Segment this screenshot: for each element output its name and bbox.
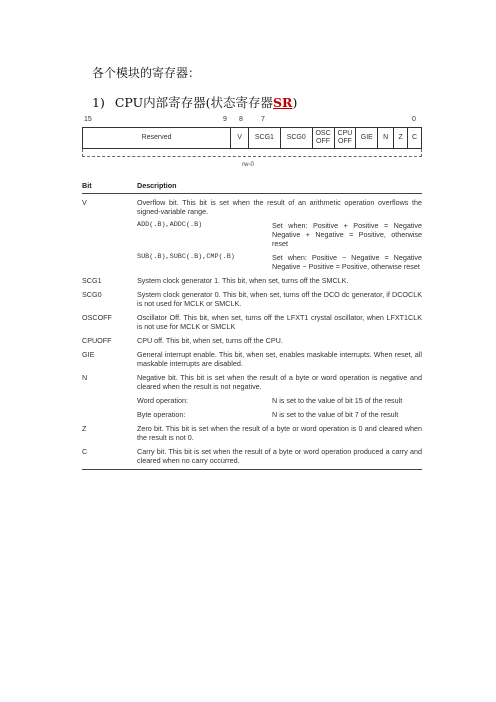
- table-header: [82, 181, 422, 194]
- heading-highlight: SR: [273, 95, 293, 110]
- table-bottom-rule: [82, 468, 422, 470]
- sub-row: [137, 396, 422, 405]
- field-c: C: [407, 128, 421, 148]
- heading-number: 1): [92, 95, 105, 110]
- sub-key: Byte operation:: [137, 410, 186, 419]
- field-cpuoff: CPU OFF: [334, 128, 356, 148]
- sub-key: SUB(.B),SUBC(.B),CMP(.B): [137, 253, 235, 261]
- status-register-diagram: [82, 127, 422, 149]
- bit-number: 9: [223, 116, 227, 123]
- table-row: [82, 424, 422, 442]
- table-row: [82, 276, 422, 285]
- bit-number: 8: [239, 116, 243, 123]
- sub-row: [137, 221, 422, 248]
- row-bit: N: [82, 373, 88, 382]
- bit-number: 15: [84, 116, 92, 123]
- sub-row: [137, 253, 422, 271]
- sub-key: ADD(.B),ADDC(.B): [137, 221, 203, 229]
- bit-number: 0: [412, 116, 416, 123]
- bit-number: 7: [261, 116, 265, 123]
- row-bit: V: [82, 198, 87, 207]
- row-bit: Z: [82, 424, 87, 433]
- row-bit: CPUOFF: [82, 336, 112, 345]
- intro-text: 各个模块的寄存器：: [92, 66, 201, 80]
- access-label: rw-0: [242, 162, 254, 168]
- bit-description-table: [82, 181, 422, 470]
- heading-close: ): [292, 95, 298, 110]
- row-bit: SCG1: [82, 276, 102, 285]
- row-bit: GIE: [82, 350, 95, 359]
- row-description: System clock generator 1. This bit, when set, turns off the SMCLK.: [137, 276, 349, 285]
- field-reserved: Reserved: [141, 134, 172, 141]
- bit-numbers: [0, 116, 496, 126]
- row-description: Zero bit. This bit is set when the result of a byte or word operation is 0 and cleared when the result is not 0.: [137, 424, 422, 442]
- field-n: N: [377, 128, 393, 148]
- row-description: General interrupt enable. This bit, when set, enables maskable interrupts. When reset, all maskable interrupts are disabled.: [137, 350, 422, 368]
- row-description: Overflow bit. This bit is set when the result of an arithmetic operation overflows the signed-variable range.: [137, 198, 422, 216]
- table-row: [82, 290, 422, 308]
- field-v: V: [230, 128, 248, 148]
- field-oscoff: OSC OFF: [312, 128, 334, 148]
- sub-value: N is set to the value of bit 7 of the result: [272, 410, 399, 419]
- heading-text: CPU内部寄存器(状态寄存器: [114, 95, 274, 110]
- table-row: [82, 198, 422, 271]
- field-gie: GIE: [355, 128, 377, 148]
- sub-value: Set when: Positive − Negative = Negative Negative − Positive = Positive, otherwise reset: [272, 253, 422, 271]
- row-bit: OSCOFF: [82, 313, 112, 322]
- table-row: [82, 313, 422, 331]
- field-z: Z: [393, 128, 407, 148]
- header-bit: Bit: [82, 181, 92, 190]
- row-description: Oscillator Off. This bit, when set, turns off the LFXT1 crystal oscillator, when LFXT1CLK is not use for MCLK or SMCLK: [137, 313, 422, 331]
- row-description: System clock generator 0. This bit, when set, turns off the DCO dc generator, if DCOCLK is not used for MCLK or SMCLK.: [137, 290, 422, 308]
- row-description: CPU off. This bit, when set, turns off the CPU.: [137, 336, 283, 345]
- table-row: [82, 447, 422, 465]
- row-bit: SCG0: [82, 290, 102, 299]
- row-description: Negative bit. This bit is set when the result of a byte or word operation is negative and cleared when the result is not negative.: [137, 373, 422, 391]
- sub-value: N is set to the value of bit 15 of the result: [272, 396, 403, 405]
- table-row: [82, 350, 422, 368]
- sub-value: Set when: Positive + Positive = Negative Negative + Negative = Positive, otherwise reset: [272, 221, 422, 248]
- sub-key: Word operation:: [137, 396, 189, 405]
- row-bit: C: [82, 447, 88, 456]
- table-row: [82, 336, 422, 345]
- header-description: Description: [137, 181, 177, 190]
- field-scg1: SCG1: [248, 128, 280, 148]
- section-heading: [92, 93, 297, 111]
- row-description: Carry bit. This bit is set when the result of a byte or word operation produced a carry and cleared when no carry occurred.: [137, 447, 422, 465]
- table-row: [82, 373, 422, 419]
- field-scg0: SCG0: [280, 128, 312, 148]
- sub-row: [137, 410, 422, 419]
- access-bracket: [82, 149, 422, 157]
